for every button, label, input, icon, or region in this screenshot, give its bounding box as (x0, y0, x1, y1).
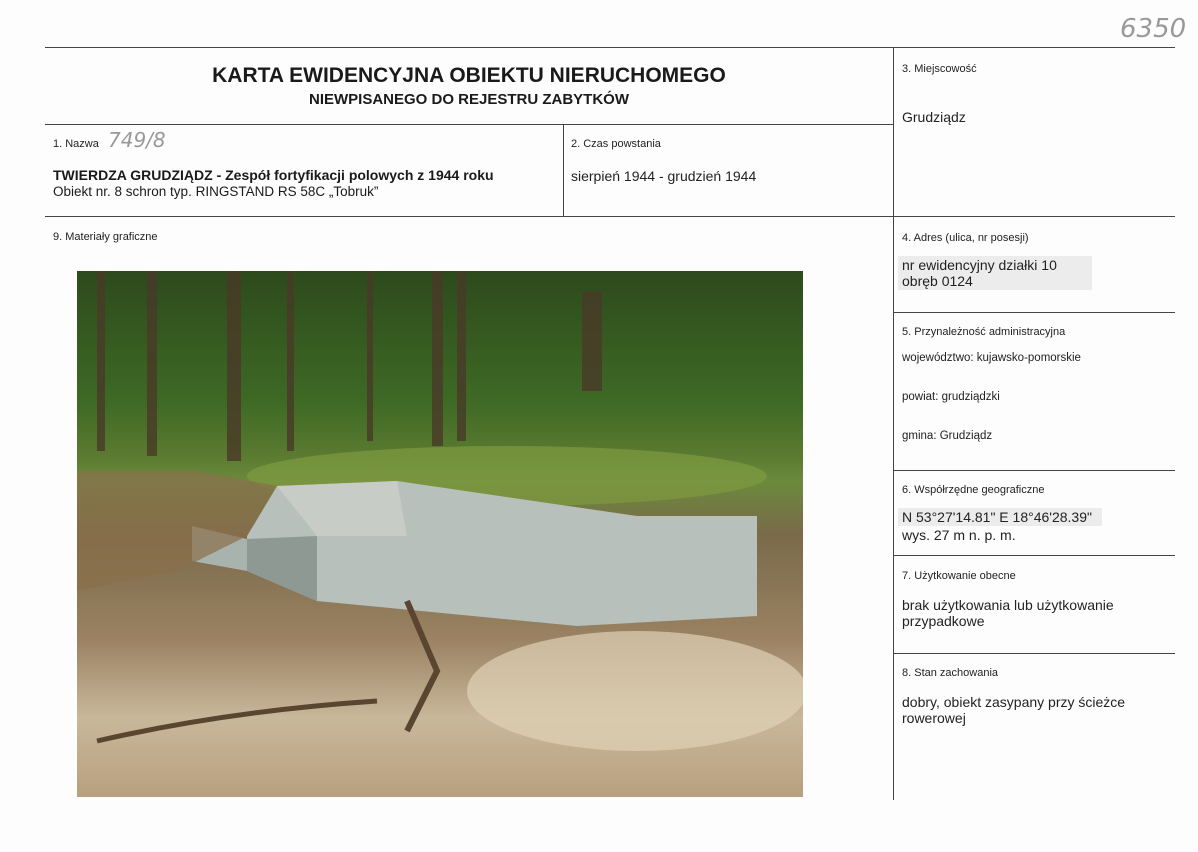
page-subtitle: NIEWPISANEGO DO REJESTRU ZABYTKÓW (308, 91, 630, 108)
date-value: sierpień 1944 - grudzień 1944 (571, 168, 757, 184)
date-label: 2. Czas powstania (571, 138, 661, 150)
locality-label: 3. Miejscowość (902, 63, 977, 75)
page-title: KARTA EWIDENCYJNA OBIEKTU NIERUCHOMEGO (212, 64, 726, 87)
usage-line-2: przypadkowe (902, 613, 985, 629)
address-value (898, 256, 1092, 290)
condition-label: 8. Stan zachowania (902, 667, 999, 679)
address-line-1: nr ewidencyjny działki 10 (902, 257, 1057, 273)
condition-line-1: dobry, obiekt zasypany przy ścieżce (902, 694, 1126, 710)
condition-line-2: rowerowej (902, 710, 966, 726)
commune: gmina: Grudziądz (902, 430, 993, 442)
name-label: 1. Nazwa (53, 138, 99, 150)
object-description: Obiekt nr. 8 schron typ. RINGSTAND RS 58C „Tobruk” (53, 184, 379, 199)
altitude-value: wys. 27 m n. p. m. (902, 527, 1016, 543)
address-line-2: obręb 0124 (902, 273, 973, 289)
county: powiat: grudziądzki (902, 391, 1000, 403)
handwritten-number: 6350 (1120, 14, 1187, 44)
usage-label: 7. Użytkowanie obecne (902, 570, 1016, 582)
voivodeship: województwo: kujawsko-pomorskie (902, 352, 1081, 364)
handwritten-reference: 749/8 (108, 128, 166, 152)
object-name: TWIERDZA GRUDZIĄDZ - Zespół fortyfikacji polowych z 1944 roku (53, 167, 494, 183)
admin-label: 5. Przynależność administracyjna (902, 326, 1066, 338)
coordinates-value: N 53°27'14.81" E 18°46'28.39" (898, 508, 1102, 526)
usage-line-1: brak użytkowania lub użytkowanie (902, 597, 1114, 613)
coordinates-label: 6. Współrzędne geograficzne (902, 484, 1045, 496)
bunker-photo (77, 271, 803, 797)
locality-value: Grudziądz (902, 109, 966, 125)
graphics-label: 9. Materiały graficzne (53, 231, 158, 243)
address-label: 4. Adres (ulica, nr posesji) (902, 232, 1029, 244)
